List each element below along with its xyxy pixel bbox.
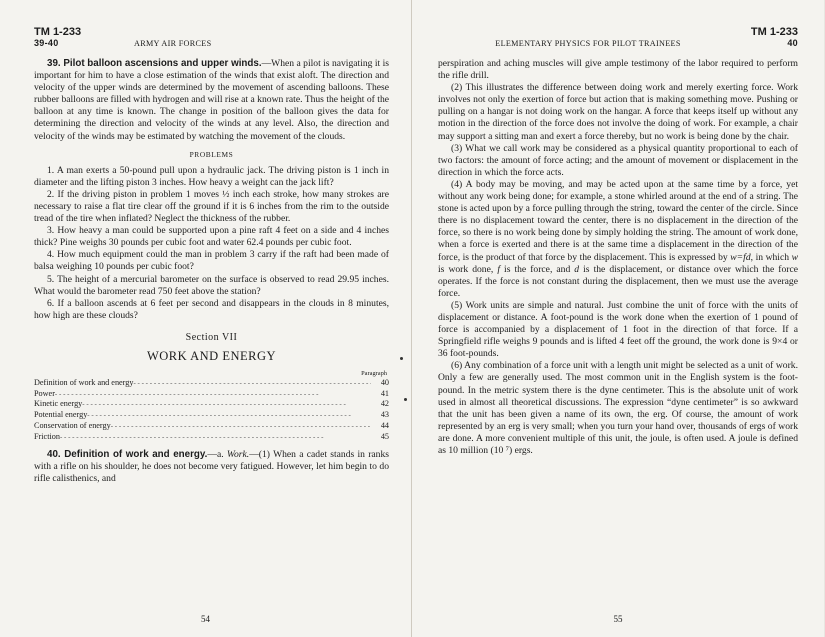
problem-3: 3. How heavy a man could be supported upon a pine raft 4 feet on a side and 4 inches thick? Pine weighs 30 pounds per cubic foot and water 62.4 pounds per cubic foot.	[34, 225, 389, 249]
header-paragraph-range: 39-40	[34, 38, 59, 48]
header-title: ELEMENTARY PHYSICS FOR PILOT TRAINEES	[495, 39, 681, 48]
toc-row: Kinetic energy - - - 42	[34, 399, 389, 410]
toc-row: Definition of work and energy - - - 40	[34, 378, 389, 389]
subparagraph-work-label: Work.	[226, 448, 250, 460]
manual-number: TM 1-233	[34, 26, 82, 38]
paragraph-40-6: (6) Any combination of a force unit with a length unit might be selected as a unit of work. Only a few are generally used. The most common unit in the English system is the foot-pound. In the metric system there is the dyne centimeter. This is the absolute unit of work used in almost all theoretical discussions. The expression “dyne centimeter” is so awkward that the unit has been given a name of its own, the erg. Of course, the amount of work represented by an erg is very small; when you turn your hand over, thousands of ergs of work are done. A more convenient multiple of this unit, the joule, is often used. A joule is defined as 10 million (10 ⁷) ergs.	[438, 360, 798, 456]
paragraph-40-body: —(1) When a cadet stands in ranks with a rifle on his shoulder, he does not become very fatigued. However, let him begin to do rifle calisthenics, and	[34, 448, 389, 484]
paragraph-39	[34, 58, 389, 143]
paragraph-40-3: (3) What we call work may be considered as a physical quantity proportional to each of two factors: the amount of force acting; and the amount of movement or displacement in the direction in which the force acts.	[438, 142, 798, 178]
header-title: ARMY AIR FORCES	[134, 39, 212, 48]
toc-row: Power - - - 41	[34, 389, 389, 400]
paragraph-40: 40. Definition of work and energy.—a. Work.—(1) When a cadet stands in ranks with a rifle on his shoulder, he does not become very fatigued. However, let him begin to do rifle calisthenics, and	[34, 448, 389, 484]
work-formula: w=fd	[730, 251, 751, 263]
problems-heading: PROBLEMS	[189, 149, 234, 159]
section-label: Section VII	[185, 331, 238, 343]
problem-1: 1. A man exerts a 50-pound pull upon a hydraulic jack. The driving piston is 1 inch in diameter and the lifting piston 3 inches. How heavy a weight can the jack lift?	[34, 164, 389, 188]
paragraph-40-continued: perspiration and aching muscles will give ample testimony of the labor required to perform the rifle drill.	[438, 58, 798, 82]
page-number-left: 54	[201, 614, 210, 624]
left-page	[0, 0, 412, 637]
toc-row: Friction - - - 45	[34, 432, 389, 443]
section-title: WORK AND ENERGY	[146, 348, 277, 363]
page-number-right: 55	[613, 614, 623, 624]
section-contents	[34, 378, 389, 443]
problem-2: 2. If the driving piston in problem 1 moves ½ inch each stroke, how many strokes are necessary to raise a flat tire clear off the ground if it is 6 inches from the rim to the outside tread of the tire when inflated? Neglect the thickness of the rubber.	[34, 188, 389, 225]
running-header	[438, 38, 798, 49]
scan-speck	[404, 398, 407, 401]
manual-number: TM 1-233	[750, 26, 798, 38]
paragraph-40-heading: 40. Definition of work and energy.	[47, 448, 208, 460]
header-paragraph-range: 40	[787, 38, 798, 48]
running-header	[34, 38, 389, 49]
paragraph-40-4: (4) A body may be moving, and may be acted upon at the same time by a force, yet without any work being done; for example, a stone whirled around at the end of a string. The stone is acted upon by a force pulling through the string, toward the center of the circle. Since there is no displacement toward the center, there is no displacement in the direction of the force, so there is no work being done by simply holding the string. The amount of work done, when a force is exerted and there is at the same time a displacement in the direction of the force, is the product of that force by the displacement. This is expressed by w=fd, in which w is work done, f is the force, and d is the displacement, or distance over which the force operates. If the force is not constant during the displacement, then we must use the average force.	[438, 178, 798, 299]
problem-5: 5. The height of a mercurial barometer on the surface is observed to read 29.95 inches. What would the barometer read 750 feet above the station?	[34, 273, 389, 297]
paragraph-40-5: (5) Work units are simple and natural. Just combine the unit of force with the units of displacement or distance. A foot-pound is the work done when the exertion of 1 pound of force is accompanied by a displacement of 1 foot in the direction of that force. If a Springfield rifle weighs 9 pounds and is lifted 4 feet off the ground, the work done is 9×4 or 36 foot-pounds.	[438, 299, 798, 360]
problem-6: 6. If a balloon ascends at 6 feet per second and disappears in the clouds in 8 minutes, how high are these clouds?	[34, 297, 389, 321]
toc-paragraph-label: Paragraph	[361, 369, 387, 377]
paragraph-40-2: (2) This illustrates the difference between doing work and merely exerting force. Work involves not only the exertion of force but action that is making something move. Pushing or pulling on a hangar is not doing work on the hangar. A force that keeps itself up without any motion in the direction of the force does not involve the doing of work. For example, a chair may support a sitting man and exert a force thereby, but no work is being done by the chair.	[438, 82, 798, 142]
toc-row: Potential energy - - - 43	[34, 410, 389, 421]
problem-4: 4. How much equipment could the man in problem 3 carry if the raft had been made of balsa weighing 10 pounds per cubic foot?	[34, 249, 389, 273]
paragraph-39-body: —When a pilot is navigating it is important for him to have a close estimation of the winds that exist aloft. The direction and velocity of the upper winds are determined by the movement of ascending balloons. These rubber balloons are filled with hydrogen and will rise at a known rate. Thus the height of the balloon at any time is known. The change in position of the balloon gives the data for determining the direction and velocity of the winds at any level. Also, the direction and velocity of the winds may be estimated by watching the movement of the clouds.	[34, 58, 389, 142]
scan-speck	[400, 357, 403, 360]
paragraph-39-heading: 39. Pilot balloon ascensions and upper winds.	[47, 58, 262, 69]
toc-row: Conservation of energy - - - 44	[34, 421, 389, 432]
right-page	[412, 0, 824, 637]
